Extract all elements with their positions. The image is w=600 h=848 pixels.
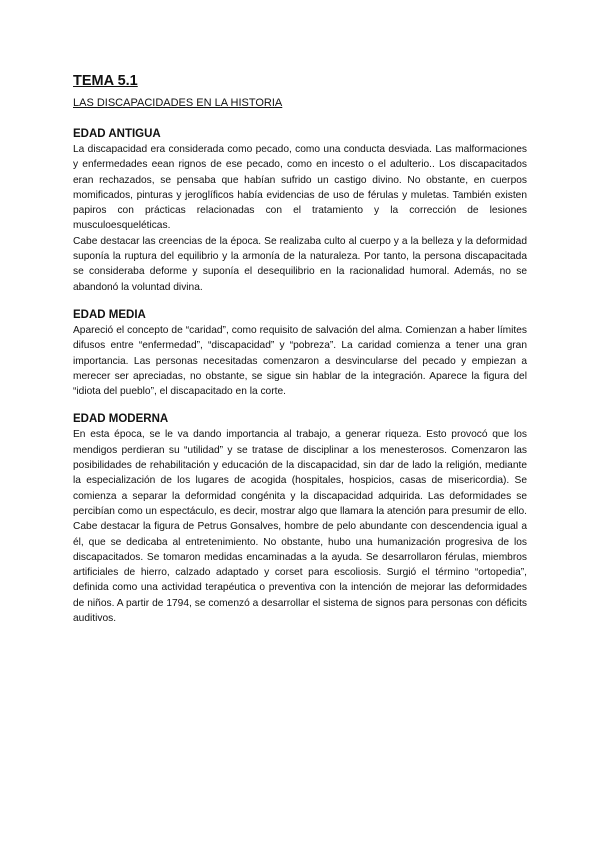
section-edad-antigua [73,127,527,295]
section-paragraph: Cabe destacar las creencias de la época. Se realizaba culto al cuerpo y a la belleza y la deformidad suponía la ruptura del equilibrio y la armonía de la naturaleza. Por tanto, la persona discapacitada se consideraba deforme y suponía el desequilibrio en la racionalidad humoral. Además, no se abandonó la voluntad divina. [73,235,527,293]
section-heading: EDAD MODERNA [73,413,169,426]
section-paragraph: Apareció el concepto de “caridad”, como requisito de salvación del alma. Comienzan a haber límites difusos entre “enfermedad”, “discapacidad” y “pobreza”. La caridad comienza a tener una gran importancia. Las personas necesitadas comenzaron a desvincularse del pecado y empiezan a merecer ser apreciadas, no obstante, se sigue sin hablar de la integración. Aparece la figura del “idiota del pueblo”, el discapacitado en la corte. [73,324,527,398]
section-heading: EDAD MEDIA [73,308,146,321]
section-edad-moderna [73,412,527,626]
section-paragraph: En esta época, se le va dando importancia al trabajo, a generar riqueza. Esto provocó que los mendigos perdieran su “utilidad” y se tratase de disciplinar a los menesterosos. Comenzaron las posibilidades de rehabilitación y educación de la discapacidad, sin dar de lado la religión, mediante la especialización de los lugares de acogida (hospitales, hospicios, casas de misericordia). Se comienza a separar la deformidad congénita y la discapacidad adquirida. Las deformidades se percibían como un espectáculo, es decir, mostrar algo que llamara la atención para presumir de ello. Cabe destacar la figura de Petrus Gonsalves, hombre de pelo abundante con descendencia igual a él, que se dedicaba al entretenimiento. No obstante, hubo una humanización progresiva de los discapacitados. Se tomaron medidas encaminadas a la ayuda. Se desarrollaron férulas, miembros artificiales de hierro, calzado adaptado y corset para escoliosis. Surgió el término “ortopedia”, definida como una actividad terapéutica o preventiva con la intención de mejorar las deformidades de niños. A partir de 1794, se comenzó a desarrollar el sistema de signos para personas con déficits auditivos. [73,429,527,625]
document-content [73,72,527,626]
section-heading: EDAD ANTIGUA [73,128,161,140]
page-title: TEMA 5.1 [73,73,138,89]
page-subtitle: LAS DISCAPACIDADES EN LA HISTORIA [73,97,283,109]
section-paragraph: La discapacidad era considerada como pecado, como una conducta desviada. Las malformaciones y enfermedades eean rignos de ese pecado, como en incesto o el adulterio.. Los discapacitados eran rechazados, se pensaba que habían sufrido un castigo divino. No obstante, en cuerpos momificados, pinturas y jeroglíficos había evidencias de uso de férulas y muletas. También existen papiros con prácticas relacionadas con el tratamiento y la corrección de lesiones musculoesqueléticas. [73,144,527,232]
section-edad-media [73,308,527,399]
